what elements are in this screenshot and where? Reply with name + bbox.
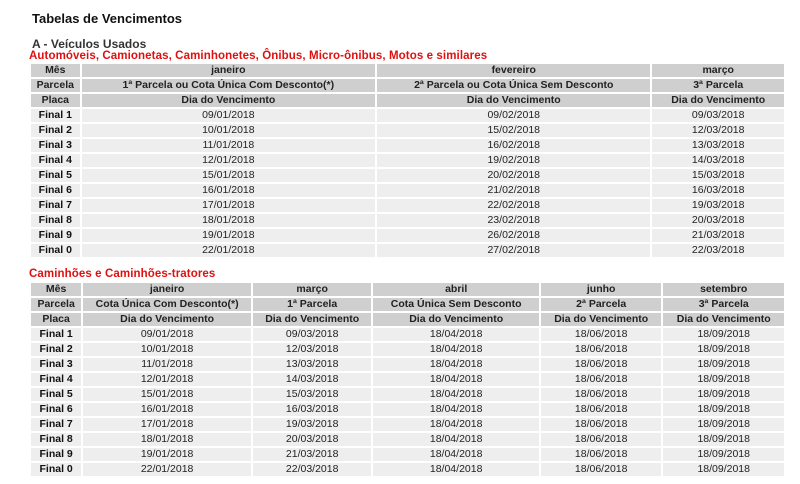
plate-final-label: Final 0 [31,463,81,476]
due-date-cell: 20/03/2018 [652,214,784,227]
table-row [31,229,784,242]
due-date-cell: 14/03/2018 [652,154,784,167]
due-date-cell: 17/01/2018 [82,199,376,212]
parcela-label: Parcela [31,79,80,92]
column-header: Dia do Vencimento [82,94,376,107]
due-date-cell: 10/01/2018 [82,124,376,137]
due-date-cell: 16/02/2018 [377,139,650,152]
parcela-header: 3ª Parcela [652,79,784,92]
month-label: Mês [31,64,80,77]
column-header: Dia do Vencimento [253,313,371,326]
due-date-cell: 09/01/2018 [82,109,376,122]
table-row [31,373,784,386]
due-date-cell: 18/04/2018 [373,373,539,386]
due-date-cell: 09/03/2018 [652,109,784,122]
due-date-cell: 15/01/2018 [83,388,251,401]
table-row [31,403,784,416]
plate-final-label: Final 8 [31,214,80,227]
table-row [31,433,784,446]
plate-final-label: Final 3 [31,358,81,371]
due-date-cell: 18/04/2018 [373,403,539,416]
due-date-cell: 21/03/2018 [652,229,784,242]
parcela-header: 2ª Parcela ou Cota Única Sem Desconto [377,79,650,92]
due-date-cell: 18/04/2018 [373,343,539,356]
column-header: Dia do Vencimento [373,313,539,326]
table-row [31,139,784,152]
due-date-cell: 22/01/2018 [82,244,376,257]
table2-subtitle: Caminhões e Caminhões-tratores [29,268,216,280]
plate-final-label: Final 1 [31,109,80,122]
due-date-cell: 21/02/2018 [377,184,650,197]
due-date-cell: 16/01/2018 [83,403,251,416]
due-date-cell: 10/01/2018 [83,343,251,356]
due-date-cell: 16/03/2018 [253,403,371,416]
table-row [31,343,784,356]
placa-label: Placa [31,313,81,326]
due-date-cell: 13/03/2018 [253,358,371,371]
table-row [31,124,784,137]
due-date-cell: 15/03/2018 [652,169,784,182]
due-date-cell: 13/03/2018 [652,139,784,152]
due-date-cell: 18/06/2018 [541,373,662,386]
due-date-cell: 09/03/2018 [253,328,371,341]
parcela-row [31,298,784,311]
parcela-header: 1ª Parcela [253,298,371,311]
month-header: março [253,283,371,296]
plate-final-label: Final 4 [31,154,80,167]
due-date-cell: 19/02/2018 [377,154,650,167]
page-title: Tabelas de Vencimentos [32,11,183,26]
plate-final-label: Final 7 [31,199,80,212]
parcela-header: Cota Única Com Desconto(*) [83,298,251,311]
due-date-cell: 17/01/2018 [83,418,251,431]
table2-due-dates [29,281,786,478]
month-header: março [652,64,784,77]
due-date-cell: 27/02/2018 [377,244,650,257]
due-date-cell: 16/01/2018 [82,184,376,197]
due-date-cell: 18/01/2018 [82,214,376,227]
due-date-cell: 18/09/2018 [663,343,784,356]
placa-label: Placa [31,94,80,107]
table1-due-dates [29,62,786,259]
due-date-cell: 18/01/2018 [83,433,251,446]
due-date-cell: 22/01/2018 [83,463,251,476]
plate-final-label: Final 3 [31,139,80,152]
column-header: Dia do Vencimento [377,94,650,107]
due-date-cell: 12/01/2018 [83,373,251,386]
due-date-cell: 18/09/2018 [663,358,784,371]
due-date-cell: 12/03/2018 [253,343,371,356]
table-row [31,388,784,401]
due-date-cell: 15/02/2018 [377,124,650,137]
table-row [31,358,784,371]
parcela-header: 3ª Parcela [663,298,784,311]
plate-final-label: Final 5 [31,169,80,182]
placa-row [31,94,784,107]
month-header: abril [373,283,539,296]
due-date-cell: 15/03/2018 [253,388,371,401]
table-row [31,463,784,476]
plate-final-label: Final 6 [31,184,80,197]
column-header: Dia do Vencimento [83,313,251,326]
due-date-cell: 22/03/2018 [652,244,784,257]
table-row [31,199,784,212]
month-row [31,64,784,77]
due-date-cell: 11/01/2018 [82,139,376,152]
table-row [31,244,784,257]
due-date-cell: 09/01/2018 [83,328,251,341]
due-date-cell: 14/03/2018 [253,373,371,386]
due-date-cell: 18/06/2018 [541,448,662,461]
plate-final-label: Final 8 [31,433,81,446]
month-header: setembro [663,283,784,296]
due-date-cell: 18/09/2018 [663,433,784,446]
table-row [31,448,784,461]
parcela-header: 2ª Parcela [541,298,662,311]
table-row [31,169,784,182]
due-date-cell: 21/03/2018 [253,448,371,461]
due-date-cell: 18/06/2018 [541,433,662,446]
due-date-cell: 18/04/2018 [373,463,539,476]
plate-final-label: Final 0 [31,244,80,257]
due-date-cell: 18/06/2018 [541,328,662,341]
section-heading: A - Veículos Usados [32,37,147,51]
month-label: Mês [31,283,81,296]
due-date-cell: 22/03/2018 [253,463,371,476]
due-date-cell: 18/04/2018 [373,448,539,461]
due-date-cell: 18/06/2018 [541,418,662,431]
plate-final-label: Final 6 [31,403,81,416]
plate-final-label: Final 7 [31,418,81,431]
due-date-cell: 18/09/2018 [663,373,784,386]
plate-final-label: Final 9 [31,448,81,461]
table-row [31,418,784,431]
placa-row [31,313,784,326]
due-date-cell: 18/09/2018 [663,463,784,476]
plate-final-label: Final 2 [31,124,80,137]
parcela-header: Cota Única Sem Desconto [373,298,539,311]
due-date-cell: 18/06/2018 [541,343,662,356]
parcela-label: Parcela [31,298,81,311]
month-header: fevereiro [377,64,650,77]
plate-final-label: Final 2 [31,343,81,356]
due-date-cell: 19/01/2018 [82,229,376,242]
column-header: Dia do Vencimento [663,313,784,326]
due-date-cell: 12/01/2018 [82,154,376,167]
due-date-cell: 18/04/2018 [373,388,539,401]
table-row [31,184,784,197]
due-date-cell: 26/02/2018 [377,229,650,242]
plate-final-label: Final 5 [31,388,81,401]
due-date-cell: 23/02/2018 [377,214,650,227]
due-date-cell: 15/01/2018 [82,169,376,182]
due-date-cell: 18/06/2018 [541,388,662,401]
plate-final-label: Final 1 [31,328,81,341]
parcela-header: 1ª Parcela ou Cota Única Com Desconto(*) [82,79,376,92]
due-date-cell: 18/09/2018 [663,418,784,431]
due-date-cell: 18/09/2018 [663,403,784,416]
due-date-cell: 18/04/2018 [373,418,539,431]
due-date-cell: 18/09/2018 [663,328,784,341]
due-date-cell: 18/04/2018 [373,433,539,446]
due-date-cell: 18/04/2018 [373,328,539,341]
due-date-cell: 19/01/2018 [83,448,251,461]
due-date-cell: 18/09/2018 [663,448,784,461]
due-date-cell: 19/03/2018 [652,199,784,212]
table1-subtitle: Automóveis, Camionetas, Caminhonetes, Ônibus, Micro-ônibus, Motos e similares [29,50,488,62]
month-header: janeiro [82,64,376,77]
due-date-cell: 18/06/2018 [541,358,662,371]
month-header: janeiro [83,283,251,296]
due-date-cell: 22/02/2018 [377,199,650,212]
due-date-cell: 16/03/2018 [652,184,784,197]
parcela-row [31,79,784,92]
plate-final-label: Final 9 [31,229,80,242]
plate-final-label: Final 4 [31,373,81,386]
due-date-cell: 11/01/2018 [83,358,251,371]
due-date-cell: 20/02/2018 [377,169,650,182]
table-row [31,214,784,227]
table-row [31,328,784,341]
due-date-cell: 09/02/2018 [377,109,650,122]
due-date-cell: 12/03/2018 [652,124,784,137]
due-date-cell: 19/03/2018 [253,418,371,431]
due-date-cell: 20/03/2018 [253,433,371,446]
due-date-cell: 18/06/2018 [541,403,662,416]
month-header: junho [541,283,662,296]
due-date-cell: 18/04/2018 [373,358,539,371]
month-row [31,283,784,296]
column-header: Dia do Vencimento [652,94,784,107]
table-row [31,154,784,167]
due-date-cell: 18/06/2018 [541,463,662,476]
column-header: Dia do Vencimento [541,313,662,326]
due-date-cell: 18/09/2018 [663,388,784,401]
table-row [31,109,784,122]
